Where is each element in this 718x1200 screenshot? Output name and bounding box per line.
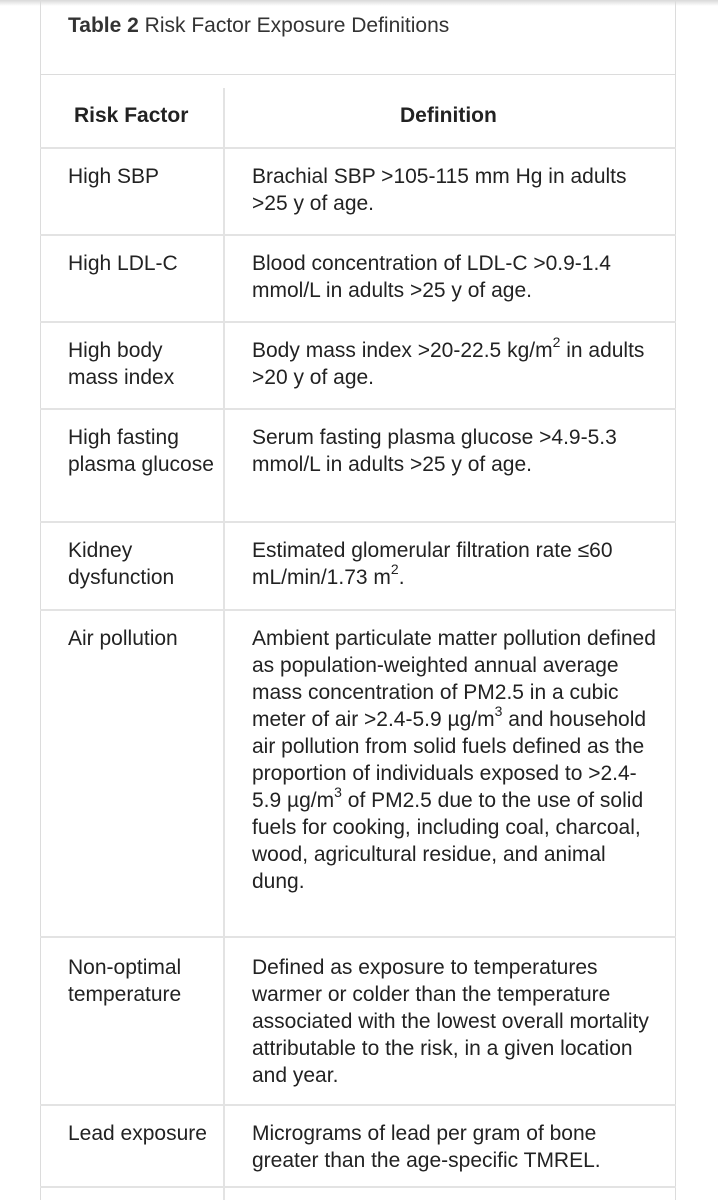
definition-cell [252,537,662,591]
definition-cell: Blood concentration of LDL-C >0.9-1.4 mmol/L in adults >25 y of age. [252,252,611,302]
superscript: 3 [334,784,342,800]
definition-cell [252,334,662,391]
definition-text: Body mass index >20-22.5 kg/m [252,339,553,362]
header-risk-factor: Risk Factor [74,104,189,127]
caption-divider [40,74,676,75]
table-row [40,611,676,938]
definition-text: in adults >20 y of age. [252,339,645,389]
definition-text: . [398,566,405,589]
definition-text: and household air pollution from solid fuels defined as the proportion of individuals exposed to >2.4-5.9 µg/m [252,708,647,812]
superscript: 2 [552,334,561,350]
definition-cell: Brachial SBP >105-115 mm Hg in adults >25 y of age. [252,165,627,215]
risk-factor-cell: Air pollution [68,627,178,650]
definition-cell [252,625,662,895]
table-row [40,410,676,523]
table-row [40,1106,676,1188]
definition-text: Ambient particulate matter pollution defined as population-weighted annual average mass concentration of PM2.5 in a cubic meter of air >2.4-5.9 µg/m [252,627,656,731]
table-caption-text: Risk Factor Exposure Definitions [144,14,450,37]
table-caption [68,12,449,40]
table-row [40,149,676,236]
table-row [40,523,676,611]
definition-cell: Defined as exposure to temperatures warmer or colder than the temperature associated with the lowest overall mortality attributable to the risk, in a given location and year. [252,956,649,1087]
header-definition: Definition [400,104,497,127]
definition-cell: Micrograms of lead per gram of bone greater than the age-specific TMREL. [252,1122,601,1172]
risk-factor-cell: High SBP [68,165,160,188]
table-row [40,323,676,410]
table-row [40,938,676,1106]
risk-factor-cell: High fasting plasma glucose [68,426,214,476]
risk-factor-cell: High body mass index [68,339,175,389]
definition-text: of PM2.5 due to the use of solid fuels for cooking, including coal, charcoal, wood, agricultural residue, and animal dung. [252,789,644,893]
superscript: 3 [494,703,503,719]
risk-factor-cell: Kidney dysfunction [68,539,175,589]
table-header-row [40,102,676,149]
table-caption-label: Table 2 [68,14,139,37]
definition-cell: Serum fasting plasma glucose >4.9-5.3 mmol/L in adults >25 y of age. [252,426,617,476]
table-row [40,236,676,323]
definition-text: Estimated glomerular filtration rate ≤60 mL/min/1.73 m [252,539,613,589]
risk-factor-cell: High LDL-C [68,252,178,275]
superscript: 2 [390,561,399,577]
risk-factor-cell: Non-optimal temperature [68,956,182,1006]
risk-factor-cell: Lead exposure [68,1122,207,1145]
